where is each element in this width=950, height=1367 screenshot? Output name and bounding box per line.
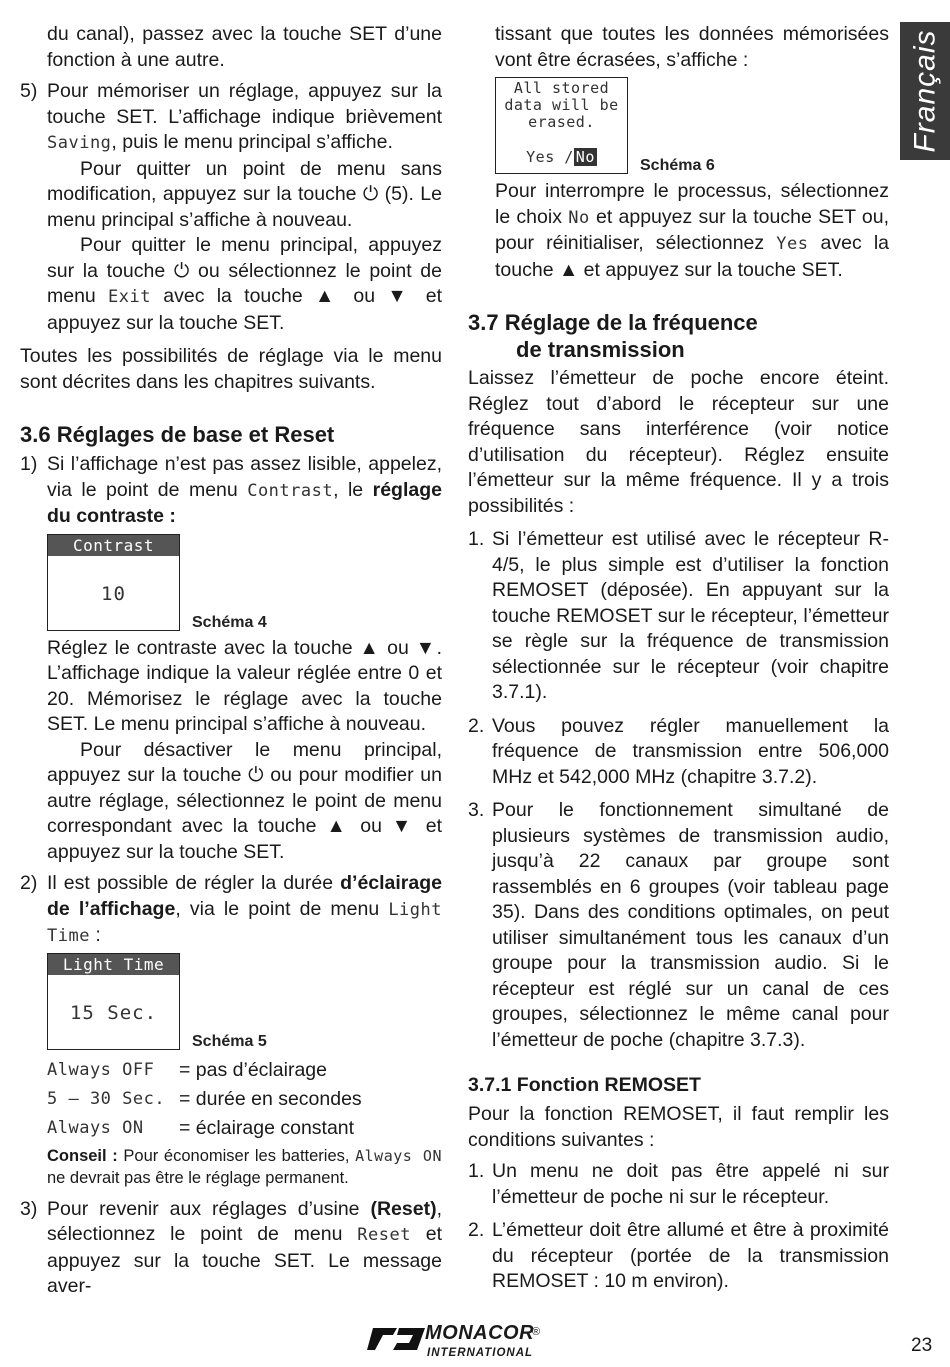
- schema-5-label: Schéma 5: [192, 1032, 267, 1050]
- lcd-display-contrast: [47, 534, 180, 631]
- lcd-header: Light Time: [48, 954, 179, 975]
- reset-instructions: Pour interrompre le processus, sélectionnez le choix No et appuyez sur la touche SET ou, pour réinitialiser, sélectionnez Yes avec la touche ▲ et appuyez sur la touche SET.: [495, 180, 890, 281]
- language-tab: [900, 22, 950, 160]
- schema-5: [47, 953, 442, 1055]
- list-item: 2. L’émetteur doit être allumé et être à proximité du récepteur (portée de la transmission REMOSET : 10 m environ).: [468, 1219, 889, 1292]
- intro-text: Laissez l’émetteur de poche encore éteint. Réglez tout d’abord le récepteur sur une fréquence sans interférence (voir notice d’utilisation du récepteur). Réglez ensuite l’émetteur sur la même fréquence. Il y a trois possibilités :: [468, 367, 889, 517]
- section-heading-3-6: 3.6 Réglages de base et Reset: [20, 422, 335, 447]
- list-item: 1. Un menu ne doit pas être appelé ni sur l’émetteur de poche ni sur le récepteur.: [468, 1160, 889, 1208]
- lcd-value: 15 Sec.: [69, 1001, 158, 1024]
- step-2: [20, 871, 442, 1189]
- step-5: [20, 79, 442, 336]
- lcd-saving: Saving: [47, 133, 112, 153]
- step-number: 5): [20, 80, 38, 102]
- step-3: [20, 1197, 442, 1300]
- lcd-option-no: No: [575, 148, 595, 166]
- lcd-option-yes: Yes /: [526, 148, 574, 166]
- monacor-emblem-icon: [367, 1324, 427, 1354]
- language-label: Français: [908, 29, 942, 153]
- continued-text: du canal), passez avec la touche SET d’une fonction à une autre.: [47, 23, 442, 71]
- tip-note: Conseil : Pour économiser les batteries, Always ON ne devrait pas être le réglage permanent.: [47, 1146, 442, 1187]
- light-time-definitions: [47, 1056, 442, 1143]
- step-1: [20, 452, 442, 865]
- continued-text: tissant que toutes les données mémorisées vont être écrasées, s’affiche :: [495, 23, 889, 71]
- schema-6: [495, 77, 889, 179]
- step-1-para-2: Réglez le contraste avec la touche ▲ ou ▼. L’affichage indique la valeur réglée entre 0 et 20. Mémorisez le réglage avec la touche SET. Le menu principal s’affiche à nouveau.: [47, 636, 442, 735]
- lcd-value: 10: [101, 582, 126, 605]
- definition-row: Always OFF = pas d’éclairage: [47, 1058, 327, 1081]
- logo-text: MONACOR: [425, 1322, 535, 1344]
- schema-6-label: Schéma 6: [640, 157, 715, 174]
- logo-subtext: INTERNATIONAL: [427, 1347, 534, 1359]
- lcd-header: Contrast: [48, 535, 179, 556]
- list-item: 3. Pour le fonctionnement simultané de plusieurs systèmes de transmission audio, jusqu’à 22 canaux par groupe sont rassemblés en 6 groupes (voir tableau page 35). Dans des conditions optimales, on peut utiliser simultanément tous les canaux d’un groupe pour la transmission audio. Si le récepteur est réglé sur un canal de ces groupes, sélectionnez le même canal pour l’émetteur de poche (chapitre 3.7.3).: [468, 799, 889, 1051]
- lcd-reset: Reset: [357, 1225, 411, 1245]
- possibilities-list: [468, 527, 889, 1053]
- page-number: 23: [911, 1335, 933, 1356]
- step-5-text: Pour mémoriser un réglage, appuyez sur la touche SET. L’affichage indique brièvement Saving, puis le menu principal s’affiche.: [47, 80, 442, 153]
- list-item: 2. Vous pouvez régler manuellement la fréquence de transmission entre 506,000 MHz et 542,000 MHz (chapitre 3.7.2).: [468, 714, 889, 788]
- list-item: 1. Si l’émetteur est utilisé avec le récepteur R-4/5, le plus simple est d’utiliser la fonction REMOSET (déposée). En appuyant sur la touche REMOSET sur le récepteur, l’émetteur se règle sur la fréquence de transmission sélectionnée sur le récepteur (voir chapitre 3.7.1).: [468, 528, 889, 703]
- definition-row: 5 – 30 Sec. = durée en secondes: [47, 1087, 362, 1110]
- step-2-text: Il est possible de régler la durée d’éclairage de l’affichage, via le point de menu Light Time :: [47, 872, 442, 946]
- step-5-para-3: Pour quitter le menu principal, appuyez sur la touche ⏻ ou sélectionnez le point de menu Exit avec la touche ▲ ou ▼ et appuyez sur la touche SET.: [47, 234, 442, 334]
- lcd-display-light-time: [47, 953, 180, 1050]
- registered-mark: ®: [532, 1326, 541, 1338]
- step-1-text: Si l’affichage n’est pas assez lisible, appelez, via le point de menu Contrast, le réglage du contraste :: [47, 453, 442, 527]
- monacor-logo: [367, 1322, 557, 1359]
- step-number: 2): [20, 872, 38, 894]
- section-heading-3-7: 3.7 Réglage de la fréquence de transmission: [468, 310, 758, 362]
- definition-row: Always ON = éclairage constant: [47, 1116, 355, 1139]
- schema-4-label: Schéma 4: [192, 613, 267, 631]
- conditions-list: [468, 1159, 889, 1295]
- right-column: [468, 22, 889, 1295]
- step-1-para-3: Pour désactiver le menu principal, appuyez sur la touche ⏻ ou pour modifier un autre réglage, sélectionnez le point de menu correspondant avec la touche ▲ ou ▼ et appuyez sur la touche SET.: [47, 738, 442, 863]
- lcd-display-reset-warning: All stored data will be erased. Yes / No: [495, 77, 628, 174]
- step-5-para-2: Pour quitter un point de menu sans modification, appuyez sur la touche ⏻ (5). Le menu principal s’affiche à nouveau.: [47, 157, 442, 231]
- lcd-light-time: Light Time: [47, 899, 442, 946]
- left-column: [20, 22, 442, 1300]
- step-number: 1): [20, 453, 38, 475]
- remoset-intro: Pour la fonction REMOSET, il faut remplir les conditions suivantes :: [468, 1103, 889, 1151]
- lcd-contrast: Contrast: [247, 480, 334, 501]
- summary-text: Toutes les possibilités de réglage via le menu sont décrites dans les chapitres suivants.: [20, 345, 442, 393]
- step-3-text: Pour revenir aux réglages d’usine (Reset), sélectionnez le point de menu Reset et appuyez sur la touche SET. Le message aver-: [47, 1197, 443, 1297]
- subsection-heading-3-7-1: 3.7.1 Fonction REMOSET: [468, 1074, 701, 1096]
- step-number: 3): [20, 1197, 38, 1220]
- schema-4: [47, 534, 442, 636]
- lcd-exit: Exit: [108, 287, 151, 307]
